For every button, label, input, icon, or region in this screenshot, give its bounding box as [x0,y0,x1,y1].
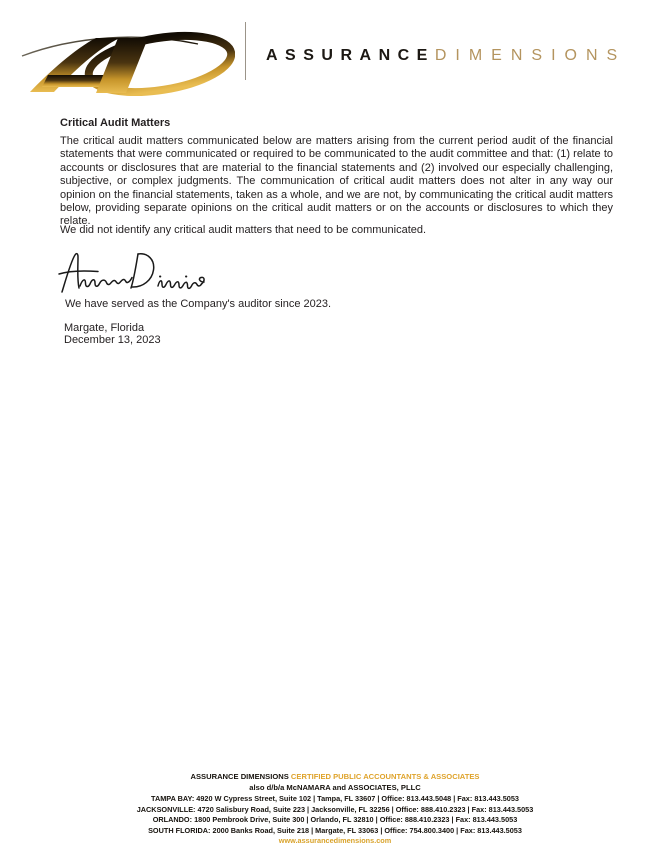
brand-wordmark [266,47,626,65]
section-heading: Critical Audit Matters [60,117,171,129]
letterhead-divider [245,22,246,80]
ad-monogram-logo-icon [20,16,235,101]
body-paragraph-1: The critical audit matters communicated below are matters arising from the current period audit of the financial statements that were communicated or required to be communicated to the audit committee and that: (1) relate to accounts or disclosures that are material to the financial statements and (2) involved our especially challenging, subjective, or complex judgments. The communication of critical audit matters does not alter in any way our opinion on the financial statements, taken as a whole, and we are not, by communicating the critical audit matters below, providing separate opinions on the critical audit matters or on the accounts or disclosures to which they relate. [60,135,613,228]
office-label: JACKSONVILLE: [136,804,196,814]
footer-firm-name: ASSURANCE DIMENSIONS [190,772,289,781]
body-paragraph-2: We did not identify any critical audit matters that need to be communicated. [60,224,427,236]
footer-firm-designation: CERTIFIED PUBLIC ACCOUNTANTS & ASSOCIATES [290,772,480,781]
office-label: TAMPA BAY: [151,794,195,803]
date-line: December 13, 2023 [64,334,161,346]
website-link[interactable]: www.assurancedimensions.com [278,836,392,845]
brand-name-assurance: ASSURANCE [266,47,435,64]
office-details: 2000 Banks Road, Suite 218 | Margate, FL 33063 | Office: 754.800.3400 | Fax: 813.443.5053 [210,825,522,835]
footer-office-orlando [0,815,670,824]
footer-office-tampa [0,794,670,803]
office-label: ORLANDO: [152,815,193,824]
brand-name-dimensions: DIMENSIONS [434,47,627,64]
footer-office-jacksonville [0,805,670,814]
office-details: 4720 Salisbury Road, Suite 223 | Jacksonville, FL 32256 | Office: 888.410.2323 | Fax: 813.443.5053 [195,804,534,814]
footer-office-south-florida [0,826,670,835]
footer-dba-line: also d/b/a McNAMARA and ASSOCIATES, PLLC [249,782,421,792]
office-details: 1800 Pembrook Drive, Suite 300 | Orlando, FL 32810 | Office: 888.410.2323 | Fax: 813.443.5053 [192,815,518,824]
footer-firm-line [0,772,670,781]
auditor-tenure-line: We have served as the Company's auditor since 2023. [65,298,332,310]
handwritten-signature [58,249,208,299]
city-line: Margate, Florida [64,322,145,334]
office-label: SOUTH FLORIDA: [148,825,211,835]
office-details: 4920 W Cypress Street, Suite 102 | Tampa, FL 33607 | Office: 813.443.5048 | Fax: 813.443.5053 [194,794,519,803]
